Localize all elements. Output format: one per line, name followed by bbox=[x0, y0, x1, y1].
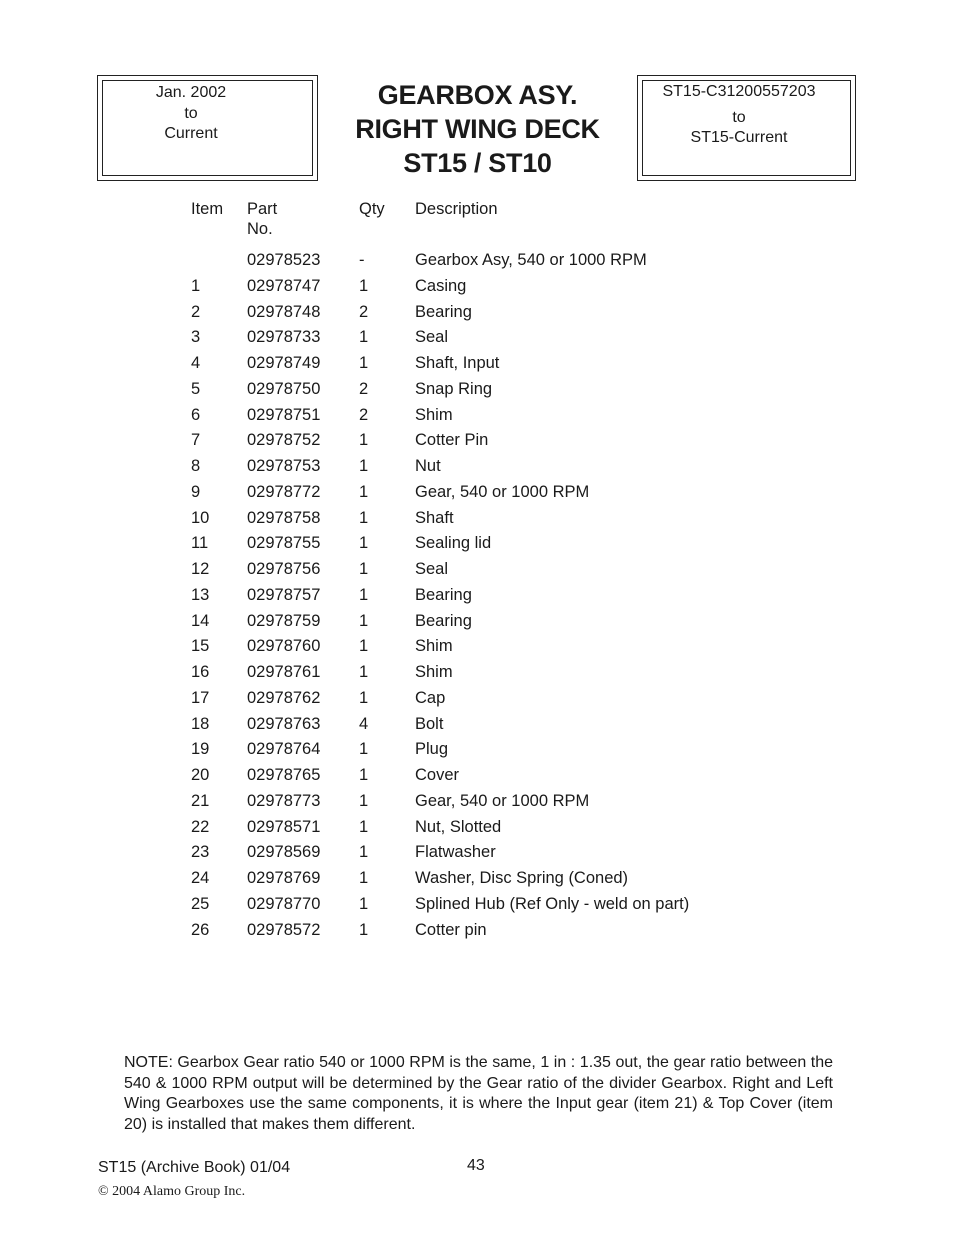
row-qty: 1 bbox=[359, 457, 369, 475]
row-description: Plug bbox=[415, 740, 449, 759]
row-part-no: 02978761 bbox=[247, 663, 321, 681]
row-part-no: 02978569 bbox=[247, 843, 321, 862]
row-description: Bearing bbox=[415, 611, 472, 630]
row-qty: 2 bbox=[359, 379, 369, 398]
row-item: 24 bbox=[191, 869, 210, 887]
row-item: 14 bbox=[191, 611, 210, 630]
row-item: 17 bbox=[191, 688, 210, 707]
row-item: 6 bbox=[191, 405, 201, 424]
row-description: Cover bbox=[415, 766, 460, 784]
row-description: Shaft, Input bbox=[415, 354, 500, 372]
row-part-no: 02978752 bbox=[247, 431, 321, 450]
serial-range-start: ST15-C31200557203 bbox=[662, 83, 816, 100]
date-range-text bbox=[65, 83, 317, 145]
title-line-1: GEARBOX ASY. bbox=[377, 80, 578, 110]
row-part-no: 02978733 bbox=[247, 328, 321, 347]
row-qty: 1 bbox=[359, 894, 369, 913]
row-qty: 1 bbox=[359, 688, 369, 707]
row-qty: 1 bbox=[359, 869, 369, 887]
row-description: Bolt bbox=[415, 714, 444, 733]
row-item: 26 bbox=[191, 920, 210, 939]
row-part-no: 02978770 bbox=[247, 894, 321, 913]
row-part-no: 02978769 bbox=[247, 869, 321, 887]
date-range-box bbox=[97, 75, 318, 181]
title-line-2: RIGHT WING DECK bbox=[355, 114, 600, 144]
row-part-no: 02978748 bbox=[247, 302, 321, 321]
row-description: Shim bbox=[415, 405, 453, 424]
footer-book: ST15 (Archive Book) 01/04 bbox=[98, 1159, 291, 1176]
serial-range-to: to bbox=[732, 108, 746, 126]
row-qty: 1 bbox=[359, 637, 369, 656]
row-qty: 1 bbox=[359, 482, 369, 501]
row-part-no: 02978755 bbox=[247, 534, 321, 553]
row-item: 21 bbox=[191, 791, 210, 810]
row-part-no: 02978764 bbox=[247, 740, 321, 759]
row-part-no: 02978757 bbox=[247, 585, 321, 604]
row-item: 11 bbox=[191, 534, 209, 553]
row-item: 5 bbox=[191, 379, 201, 398]
row-qty: 1 bbox=[359, 740, 369, 759]
row-item: 16 bbox=[191, 663, 210, 681]
header-part-no: Part No. bbox=[247, 200, 278, 238]
row-description: Gear, 540 or 1000 RPM bbox=[415, 791, 590, 810]
row-qty: 4 bbox=[359, 714, 369, 733]
row-item: 18 bbox=[191, 714, 210, 733]
row-description: Seal bbox=[415, 328, 449, 347]
row-part-no: 02978763 bbox=[247, 714, 321, 733]
row-part-no: 02978572 bbox=[247, 920, 321, 939]
row-qty: 1 bbox=[359, 276, 369, 295]
row-description: Washer, Disc Spring (Coned) bbox=[415, 869, 629, 887]
row-description: Sealing lid bbox=[415, 534, 492, 553]
row-part-no: 02978571 bbox=[247, 817, 321, 836]
row-item: 1 bbox=[191, 276, 201, 295]
row-qty: 2 bbox=[359, 302, 369, 321]
row-part-no: 02978758 bbox=[247, 508, 321, 527]
row-qty: 1 bbox=[359, 534, 369, 553]
row-item: 7 bbox=[191, 431, 201, 450]
row-item: 10 bbox=[191, 508, 210, 527]
row-part-no: 02978749 bbox=[247, 354, 321, 372]
row-item: 3 bbox=[191, 328, 201, 347]
row-part-no: 02978773 bbox=[247, 791, 321, 810]
page-title bbox=[318, 78, 637, 180]
row-item: 25 bbox=[191, 894, 210, 913]
row-description: Cap bbox=[415, 688, 446, 707]
row-item: 22 bbox=[191, 817, 210, 836]
row-qty: 1 bbox=[359, 560, 369, 578]
row-item: 2 bbox=[191, 302, 201, 321]
serial-range-text bbox=[638, 82, 840, 149]
header-item: Item bbox=[191, 200, 224, 218]
row-description: Flatwasher bbox=[415, 843, 496, 862]
row-part-no: 02978523 bbox=[247, 251, 321, 269]
row-part-no: 02978765 bbox=[247, 766, 321, 784]
row-description: Nut, Slotted bbox=[415, 817, 502, 836]
row-qty: 1 bbox=[359, 585, 369, 604]
row-item: 9 bbox=[191, 482, 201, 501]
row-description: Gear, 540 or 1000 RPM bbox=[415, 482, 590, 501]
row-part-no: 02978772 bbox=[247, 482, 321, 501]
row-description: Casing bbox=[415, 276, 467, 295]
row-qty: 1 bbox=[359, 766, 369, 784]
row-description: Snap Ring bbox=[415, 379, 493, 398]
header-qty: Qty bbox=[359, 200, 385, 218]
row-description: Cotter pin bbox=[415, 920, 487, 939]
row-description: Seal bbox=[415, 560, 449, 578]
row-qty: 1 bbox=[359, 920, 369, 939]
row-item: 19 bbox=[191, 740, 210, 759]
date-range-end: Current bbox=[164, 125, 218, 142]
row-part-no: 02978760 bbox=[247, 637, 321, 656]
note-text: NOTE: Gearbox Gear ratio 540 or 1000 RPM is the same, 1 in : 1.35 out, the gear ratio between the 540 & 1000 RPM output will be determined by the Gear ratio of the divider Gearbox. Right and Left Wing Gearboxes use the same components, it is where the Input gear (item 21) & Top Cover (item 20) is installed that makes them different. bbox=[124, 1054, 833, 1134]
row-part-no: 02978747 bbox=[247, 276, 321, 295]
row-item: 23 bbox=[191, 843, 210, 862]
row-qty: 1 bbox=[359, 508, 369, 527]
row-qty: 1 bbox=[359, 354, 369, 372]
header-description: Description bbox=[415, 200, 498, 218]
row-qty: 1 bbox=[359, 843, 369, 862]
row-part-no: 02978762 bbox=[247, 688, 321, 707]
footer-copyright: © 2004 Alamo Group Inc. bbox=[98, 1184, 246, 1199]
row-description: Bearing bbox=[415, 302, 472, 321]
serial-range-box bbox=[637, 75, 856, 181]
row-item: 12 bbox=[191, 560, 210, 578]
row-qty: 1 bbox=[359, 611, 369, 630]
row-qty: 1 bbox=[359, 817, 369, 836]
date-range-start: Jan. 2002 bbox=[155, 84, 227, 101]
row-part-no: 02978753 bbox=[247, 457, 321, 475]
title-line-3: ST15 / ST10 bbox=[403, 148, 552, 178]
row-item: 20 bbox=[191, 766, 210, 784]
row-description: Shaft bbox=[415, 508, 454, 527]
row-part-no: 02978759 bbox=[247, 611, 321, 630]
serial-range-end: ST15-Current bbox=[690, 129, 788, 146]
row-item: 8 bbox=[191, 457, 201, 475]
row-description: Cotter Pin bbox=[415, 431, 489, 450]
date-range-to: to bbox=[184, 104, 198, 122]
row-item: 13 bbox=[191, 585, 210, 604]
row-description: Shim bbox=[415, 663, 453, 681]
page-number: 43 bbox=[467, 1157, 485, 1174]
row-description: Gearbox Asy, 540 or 1000 RPM bbox=[415, 251, 647, 269]
row-qty: - bbox=[359, 251, 365, 269]
row-qty: 1 bbox=[359, 663, 369, 681]
row-qty: 2 bbox=[359, 405, 369, 424]
row-description: Nut bbox=[415, 457, 441, 475]
row-part-no: 02978756 bbox=[247, 560, 321, 578]
row-item: 15 bbox=[191, 637, 210, 656]
row-description: Shim bbox=[415, 637, 453, 656]
row-qty: 1 bbox=[359, 431, 369, 450]
row-part-no: 02978750 bbox=[247, 379, 321, 398]
row-description: Bearing bbox=[415, 585, 472, 604]
row-description: Splined Hub (Ref Only - weld on part) bbox=[415, 894, 690, 913]
row-part-no: 02978751 bbox=[247, 405, 321, 424]
row-item: 4 bbox=[191, 354, 201, 372]
row-qty: 1 bbox=[359, 791, 369, 810]
row-qty: 1 bbox=[359, 328, 369, 347]
